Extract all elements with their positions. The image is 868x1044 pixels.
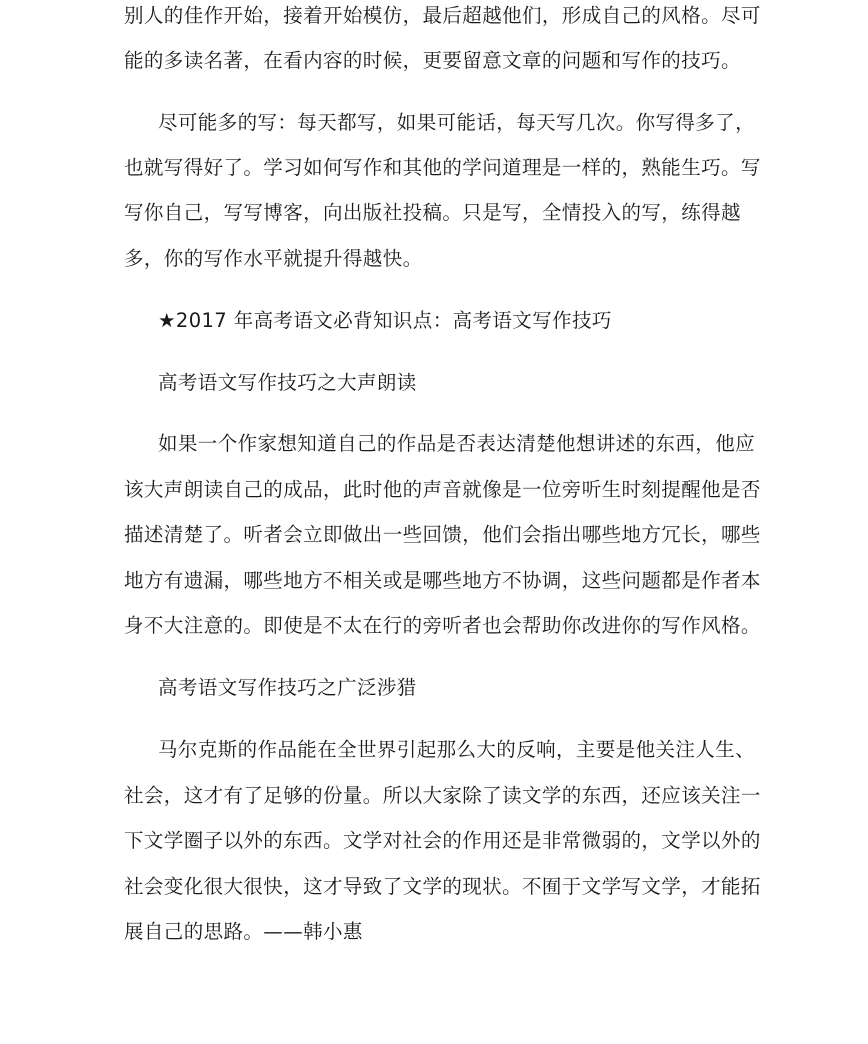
text-line: 社会，这才有了足够的份量。所以大家除了读文学的东西，还应该关注一 [124, 784, 761, 807]
section-heading: 高考语文写作技巧之大声朗读 [158, 371, 417, 394]
text-line: 描述清楚了。听者会立即做出一些回馈，他们会指出哪些地方冗长，哪些 [124, 523, 761, 546]
text-line: 该大声朗读自己的成品，此时他的声音就像是一位旁听生时刻提醒他是否 [124, 478, 761, 501]
text-line: 多，你的写作水平就提升得越快。 [124, 247, 423, 270]
section-heading: 高考语文写作技巧之广泛涉猎 [158, 676, 417, 699]
section-heading: ★2017 年高考语文必背知识点：高考语文写作技巧 [158, 309, 612, 332]
text-line: 社会变化很大很快，这才导致了文学的现状。不囿于文学写文学，才能拓 [124, 875, 761, 898]
text-line: 别人的佳作开始，接着开始模仿，最后超越他们，形成自己的风格。尽可 [124, 4, 761, 27]
text-line: 地方有遗漏，哪些地方不相关或是哪些地方不协调，这些问题都是作者本 [124, 569, 761, 592]
text-line: 身不大注意的。即使是不太在行的旁听者也会帮助你改进你的写作风格。 [124, 614, 761, 637]
text-line: 写你自己，写写博客，向出版社投稿。只是写，全情投入的写，练得越 [124, 201, 741, 224]
text-line: 展自己的思路。——韩小惠 [124, 920, 363, 943]
text-line: 能的多读名著，在看内容的时候，更要留意文章的问题和写作的技巧。 [124, 49, 741, 72]
text-line: 马尔克斯的作品能在全世界引起那么大的反响，主要是他关注人生、 [158, 738, 756, 761]
text-line: 如果一个作家想知道自己的作品是否表达清楚他想讲述的东西，他应 [158, 432, 756, 455]
text-line: 下文学圈子以外的东西。文学对社会的作用还是非常微弱的，文学以外的 [124, 829, 761, 852]
text-line: 尽可能多的写：每天都写，如果可能话，每天写几次。你写得多了， [158, 111, 756, 134]
text-line: 也就写得好了。学习如何写作和其他的学问道理是一样的，熟能生巧。写 [124, 156, 761, 179]
